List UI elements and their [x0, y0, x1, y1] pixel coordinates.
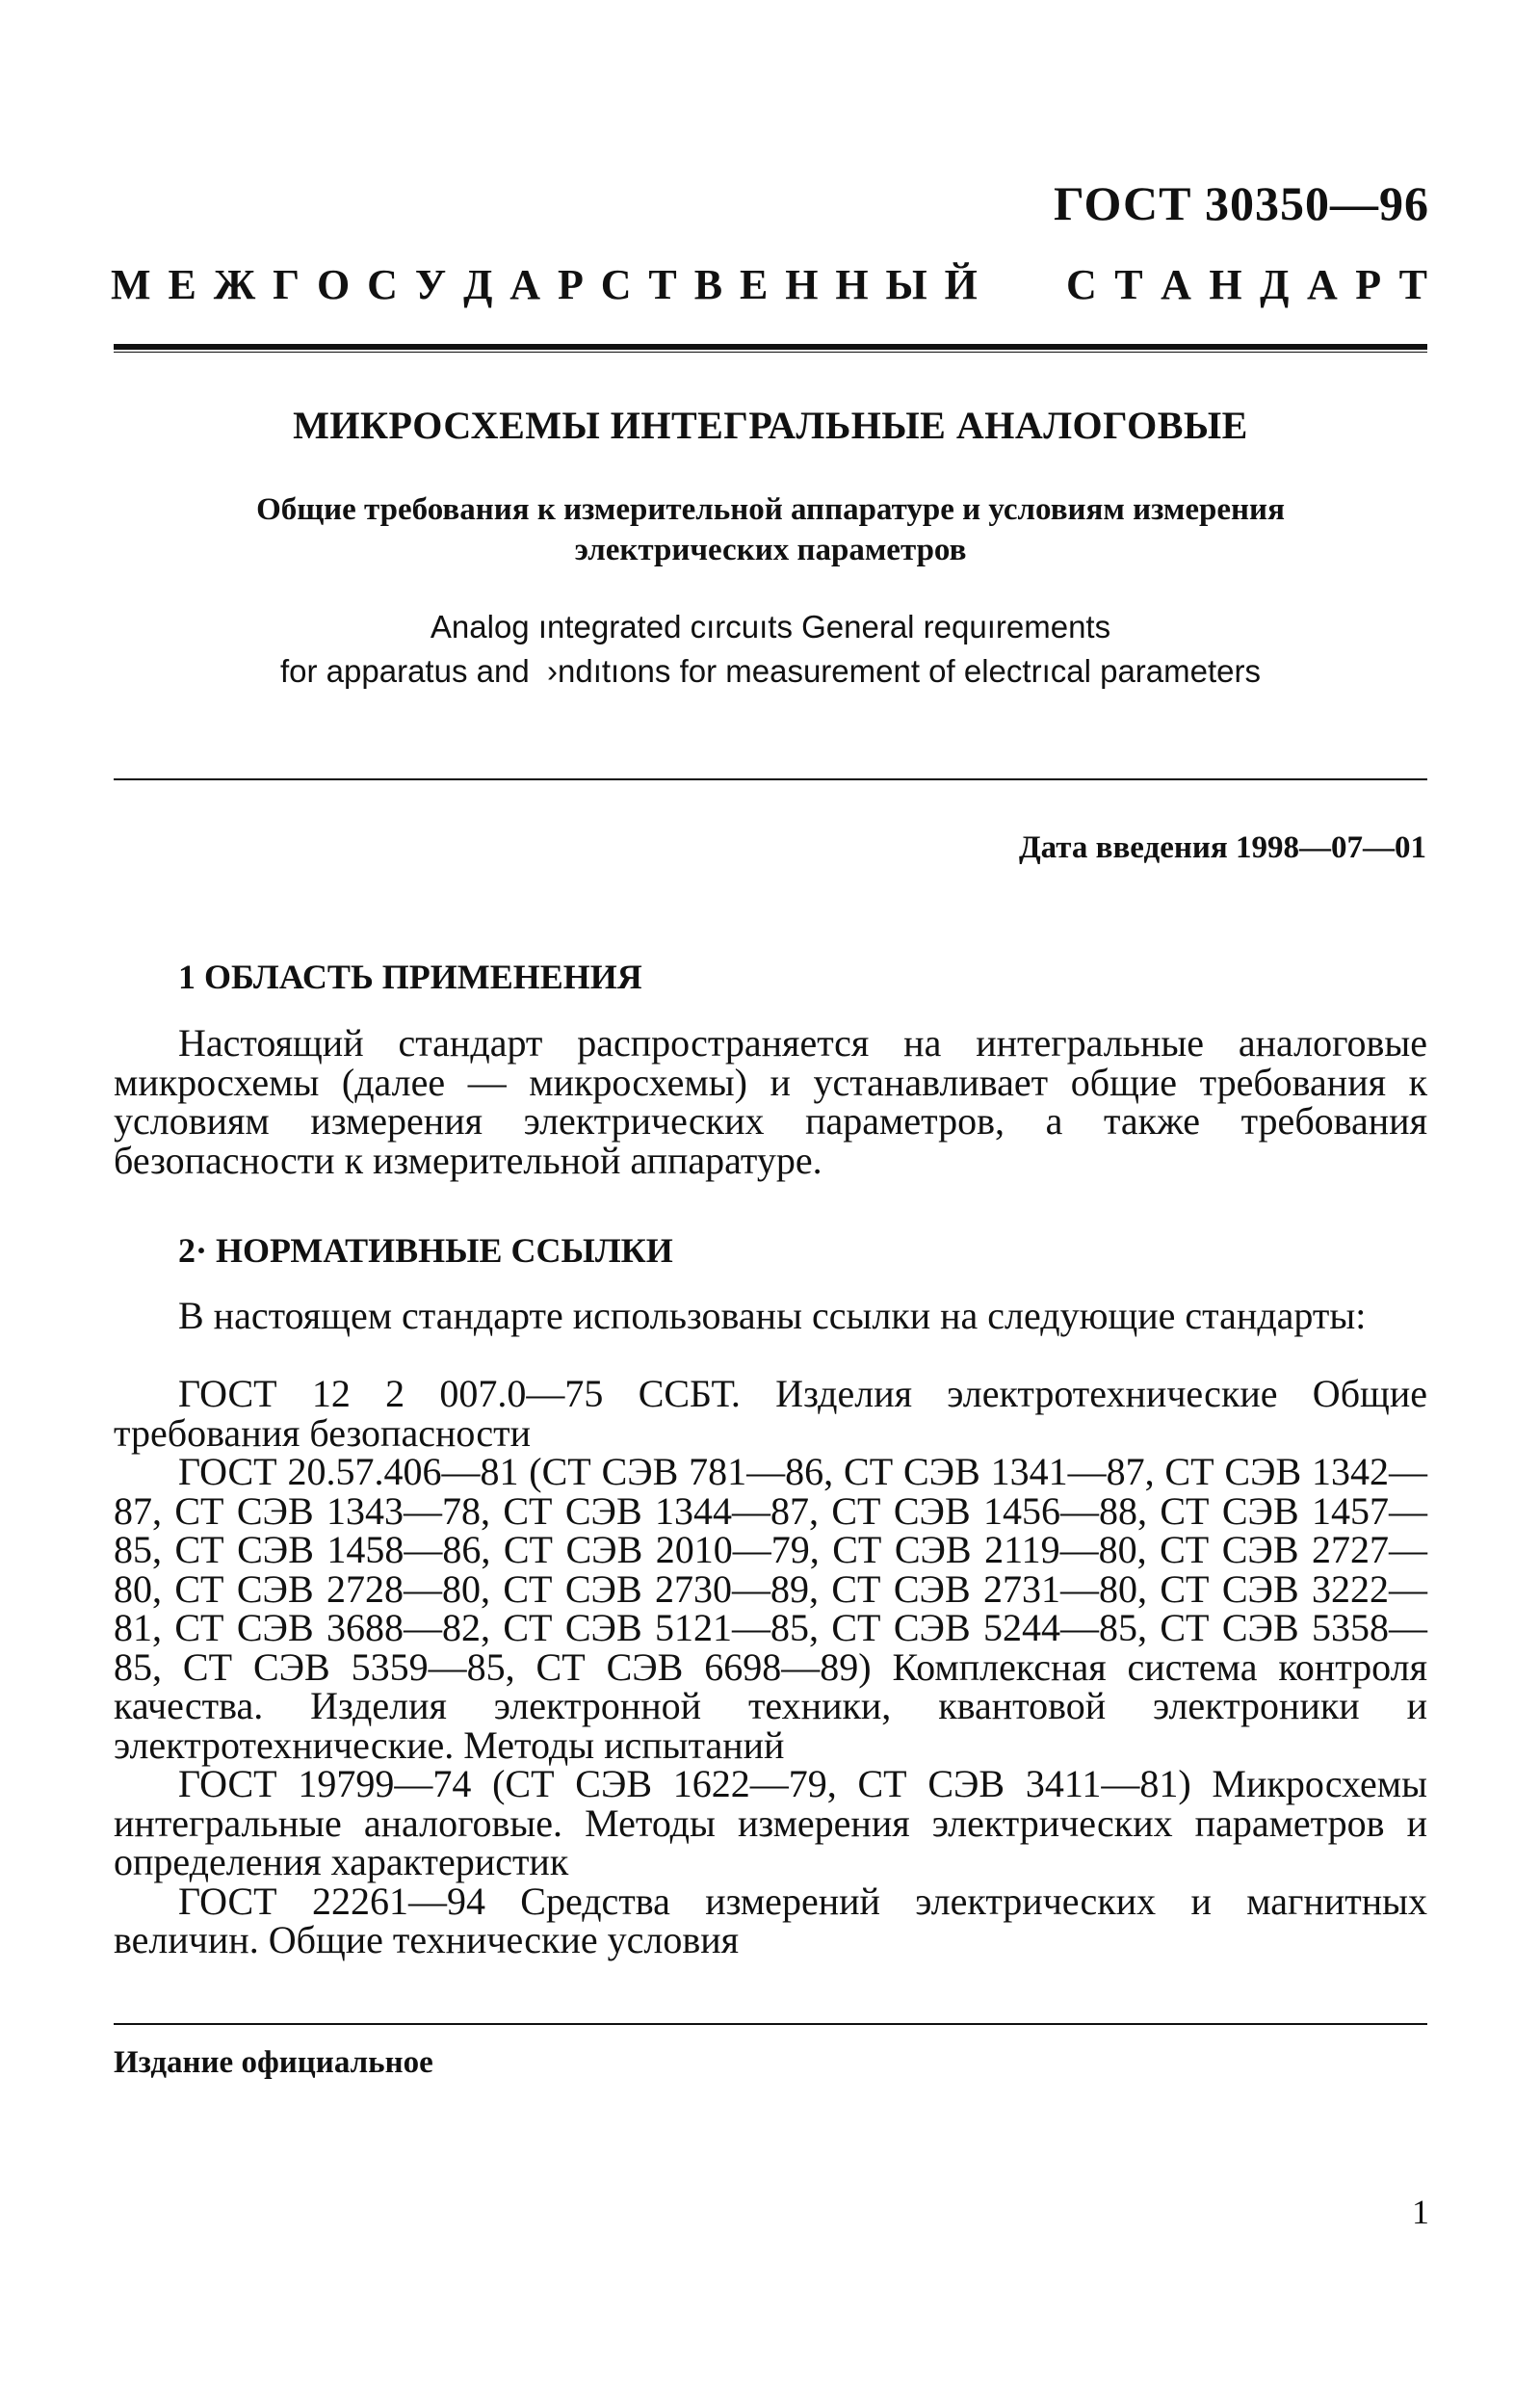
- doc-kind-letter: Ж: [213, 261, 256, 308]
- subtitle-ru-line-2: электрических параметров: [574, 533, 967, 567]
- subtitle-ru-line-1: Общие требования к измерительной аппаратуре и условиям измерения: [256, 492, 1285, 527]
- header-rule: [114, 344, 1427, 353]
- doc-kind-letter: А: [1306, 261, 1338, 308]
- doc-kind-letter: Д: [463, 261, 493, 308]
- reference-item: ГОСТ 20.57.406—81 (СТ СЭВ 781—86, СТ СЭВ 1341—87, СТ СЭВ 1342—87, СТ СЭВ 1343—78, СТ СЭВ 1344—87, СТ СЭВ 1456—88, СТ СЭВ 1457—85, СТ СЭВ 1458—86, СТ СЭВ 2010—79, СТ СЭВ 2119—80, СТ СЭВ 2727—80, СТ СЭВ 2728—80, СТ СЭВ 2730—89, СТ СЭВ 2731—80, СТ СЭВ 3222—81, СТ СЭВ 3688—82, СТ СЭВ 5121—85, СТ СЭВ 5244—85, СТ СЭВ 5358—85, СТ СЭВ 5359—85, СТ СЭВ 6698—89) Комплексная система контроля качества. Изделия электронной техники, квантовой электроники и электротехнические. Методы испытаний: [114, 1450, 1427, 1767]
- doc-kind-letter: С: [600, 261, 632, 308]
- edition-note: Издание официальное: [114, 2045, 433, 2080]
- section-1-heading: 1 ОБЛАСТЬ ПРИМЕНЕНИЯ: [178, 958, 642, 996]
- doc-kind-letter: А: [509, 261, 541, 308]
- doc-kind-letter: Н: [785, 261, 819, 308]
- section-2-text: В настоящем стандарте использованы ссылки на следующие стандарты:: [178, 1294, 1367, 1337]
- doc-kind-letter: Й: [944, 261, 978, 308]
- doc-kind-letter: С: [367, 261, 398, 308]
- doc-kind-letter: Т: [1398, 261, 1427, 308]
- doc-kind-letter: Н: [1209, 261, 1242, 308]
- doc-kind-letter: Р: [1355, 261, 1382, 308]
- subtitle-en-line-2: for apparatus and ›ndıtıons for measurement of electrıcal parameters: [279, 653, 1261, 689]
- doc-kind-letter: Н: [835, 261, 869, 308]
- introduction-date: Дата введения 1998—07—01: [1018, 830, 1426, 865]
- doc-kind-letter: М: [111, 261, 151, 308]
- doc-kind-letter: Д: [1260, 261, 1290, 308]
- document-kind: [111, 260, 1427, 309]
- reference-item: ГОСТ 12 2 007.0—75 ССБТ. Изделия электротехнические Общие требования безопасности: [114, 1372, 1427, 1455]
- reference-item: ГОСТ 22261—94 Средства измерений электрических и магнитных величин. Общие технические условия: [114, 1879, 1427, 1961]
- page-number: 1: [1412, 2193, 1429, 2231]
- section-2-heading: 2· НОРМАТИВНЫЕ ССЫЛКИ: [178, 1231, 673, 1270]
- doc-kind-letter: Т: [1114, 261, 1143, 308]
- subtitle-en-line-1: Analog ıntegrated cırcuıts General requırements: [430, 609, 1111, 644]
- doc-kind-letter: У: [414, 261, 447, 308]
- doc-kind-letter: В: [693, 261, 723, 308]
- title-divider: [114, 778, 1427, 780]
- doc-kind-letter: Г: [273, 261, 300, 308]
- doc-kind-letter: О: [317, 261, 351, 308]
- section-1-text: Настоящий стандарт распространяется на интегральные аналоговые микросхемы (далее — микросхемы) и устанавливает общие требования к условиям измерения электрических параметров, а также требования безопасности к измерительной аппаратуре.: [114, 1021, 1427, 1182]
- doc-kind-letter: Е: [739, 261, 769, 308]
- doc-kind-letter: Т: [648, 261, 677, 308]
- doc-kind-letter: Р: [557, 261, 584, 308]
- doc-kind-letter: С: [1066, 261, 1097, 308]
- references-list: [114, 1372, 1427, 1961]
- reference-item: ГОСТ 19799—74 (СТ СЭВ 1622—79, СТ СЭВ 3411—81) Микросхемы интегральные аналоговые. Методы измерения электрических параметров и определения характеристик: [114, 1762, 1427, 1883]
- footer-rule: [114, 2023, 1427, 2025]
- subtitle-russian: [114, 489, 1427, 570]
- doc-kind-letter: Ы: [885, 261, 927, 308]
- doc-kind-word-2: [1066, 260, 1427, 309]
- document-number: ГОСТ 30350—96: [1053, 176, 1429, 230]
- doc-kind-letter: А: [1161, 261, 1191, 308]
- doc-kind-letter: Е: [168, 261, 196, 308]
- subtitle-english: [114, 605, 1427, 694]
- doc-kind-word-1: [111, 260, 978, 309]
- document-title: МИКРОСХЕМЫ ИНТЕГРАЛЬНЫЕ АНАЛОГОВЫЕ: [293, 404, 1248, 447]
